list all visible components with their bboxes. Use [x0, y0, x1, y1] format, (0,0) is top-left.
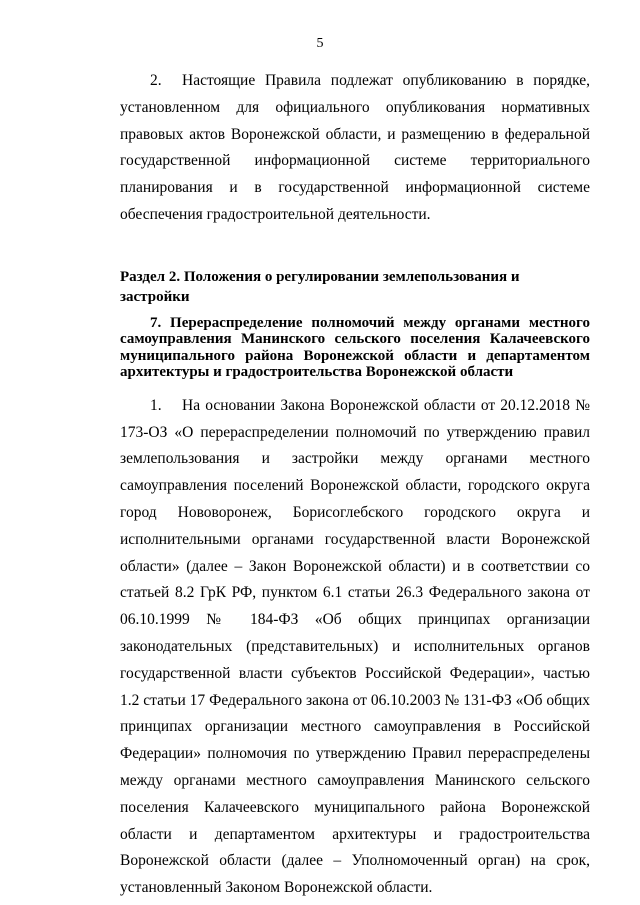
paragraph-2-number: 2.: [150, 72, 162, 89]
paragraph-2: [120, 68, 590, 229]
paragraph-2-text: Настоящие Правила подлежат опубликованию в порядке, установленном для официального опубликования нормативных правовых актов Воронежской области, и размещению в федеральной государственной информационной системе территориального планирования и в государственной информационной системе обеспечения градостроительной деятельности.: [120, 72, 590, 223]
paragraph-1-text: На основании Закона Воронежской области от 20.12.2018 № 173-ОЗ «О перераспределении полномочий по утверждению правил землепользования и застройки между органами местного самоуправления поселений Воронежской области, городского округа город Нововоронеж, Борисоглебского городского округа и исполнительными органами государственной власти Воронежской области» (далее – Закон Воронежской области) и в соответствии со статьей 8.2 ГрК РФ, пунктом 6.1 статьи 26.3 Федерального закона от 06.10.1999 № 184-ФЗ «Об общих принципах организации законодательных (представительных) и исполнительных органов государственной власти субъектов Российской Федерации», частью 1.2 статьи 17 Федерального закона от 06.10.2003 № 131-ФЗ «Об общих принципах организации местного самоуправления в Российской Федерации» полномочия по утверждению Правил перераспределены между органами местного самоуправления Манинского сельского поселения Калачеевского муниципального района Воронежской области и департаментом архитектуры и градостроительства Воронежской области (далее – Уполномоченный орган) на срок, установленный Законом Воронежской области.: [120, 396, 590, 897]
article-7-title: 7. Перераспределение полномочий между органами местного самоуправления Манинского сельского поселения Калачеевского муниципального района Воронежской области и департаментом архитектуры и градостроительства Воронежской области: [120, 314, 590, 381]
paragraph-1-number: 1.: [150, 396, 162, 414]
page-number: 5: [316, 36, 324, 51]
document-body: [120, 68, 590, 902]
paragraph-1: [120, 393, 590, 902]
section-2-title: Раздел 2. Положения о регулировании землепользования и застройки: [120, 268, 520, 305]
